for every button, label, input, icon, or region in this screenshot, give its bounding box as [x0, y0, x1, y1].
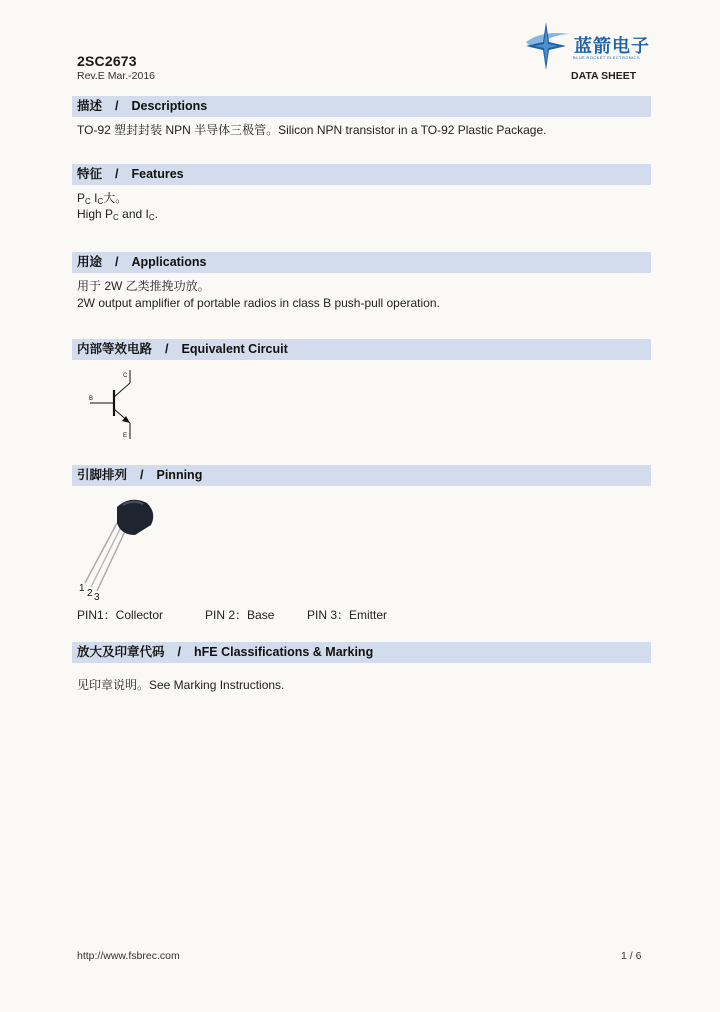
part-number: 2SC2673 [77, 53, 137, 69]
pin-1-description: PIN1：Collector [77, 608, 164, 622]
pin-number-1: 1 [79, 583, 85, 594]
section-separator: / [165, 342, 169, 356]
features-suffix-cn: 大。 [103, 191, 128, 205]
pin-2-description: PIN 2：Base [205, 608, 275, 622]
section-title-cn: 描述 [77, 99, 103, 113]
page-number: 1 / 6 [621, 950, 642, 962]
section-title-cn: 引脚排列 [77, 468, 128, 482]
section-header-features [72, 164, 651, 185]
section-title-cn: 特征 [77, 167, 103, 181]
features-mid-en: and I [118, 207, 149, 221]
doc-type-label: DATA SHEET [571, 70, 637, 82]
descriptions-text: TO-92 塑封封装 NPN 半导体三极管。Silicon NPN transistor in a TO-92 Plastic Package. [77, 123, 547, 137]
section-title-en: Features [131, 167, 184, 181]
pin-number-2: 2 [87, 588, 93, 599]
applications-line-2: 2W output amplifier of portable radios in class B push-pull operation. [77, 296, 440, 310]
logo-english-text: BLUE ROCKET ELECTRONICS [573, 55, 640, 60]
revision-text: Rev.E Mar.-2016 [77, 70, 156, 82]
section-separator: / [115, 99, 119, 113]
section-title-en: Descriptions [131, 99, 208, 113]
section-title-en: Pinning [156, 468, 203, 482]
power-subscript: C [113, 213, 119, 222]
section-title-en: Applications [131, 255, 207, 269]
emitter-label: E [123, 433, 128, 439]
current-subscript: C [148, 213, 155, 222]
collector-label: C [123, 373, 128, 379]
features-suffix-en: . [154, 207, 158, 221]
section-separator: / [115, 255, 119, 269]
pin-3-description: PIN 3：Emitter [307, 608, 388, 622]
section-title-cn: 内部等效电路 [77, 342, 153, 356]
features-line-2 [77, 207, 158, 222]
to92-package-icon [75, 495, 165, 605]
section-header-pinning [72, 465, 651, 486]
section-title-cn: 用途 [77, 255, 103, 269]
section-header-hfe [72, 642, 651, 663]
features-prefix-en: High P [77, 207, 114, 221]
footer-url-link[interactable]: http://www.fsbrec.com [77, 950, 180, 962]
logo-chinese-text: 蓝箭电子 [574, 36, 650, 56]
section-header-descriptions [72, 96, 651, 117]
hfe-text: 见印章说明。See Marking Instructions. [77, 678, 285, 692]
section-title-en: Equivalent Circuit [181, 342, 288, 356]
section-title-cn: 放大及印章代码 [77, 645, 165, 659]
npn-transistor-symbol-icon [86, 365, 146, 445]
section-title-en: hFE Classifications & Marking [194, 645, 374, 659]
section-header-applications [72, 252, 651, 273]
current-subscript: C [97, 197, 104, 206]
power-subscript: C [85, 197, 91, 206]
features-line-1 [77, 189, 127, 206]
power-symbol: P [77, 191, 86, 205]
section-header-equivalent-circuit [72, 339, 651, 360]
base-label: B [89, 396, 94, 402]
pin-number-3: 3 [94, 592, 100, 603]
current-symbol: I [94, 191, 98, 205]
applications-line-1: 用于 2W 乙类推挽功放。 [77, 279, 210, 293]
section-separator: / [115, 167, 119, 181]
section-separator: / [177, 645, 181, 659]
section-separator: / [140, 468, 144, 482]
